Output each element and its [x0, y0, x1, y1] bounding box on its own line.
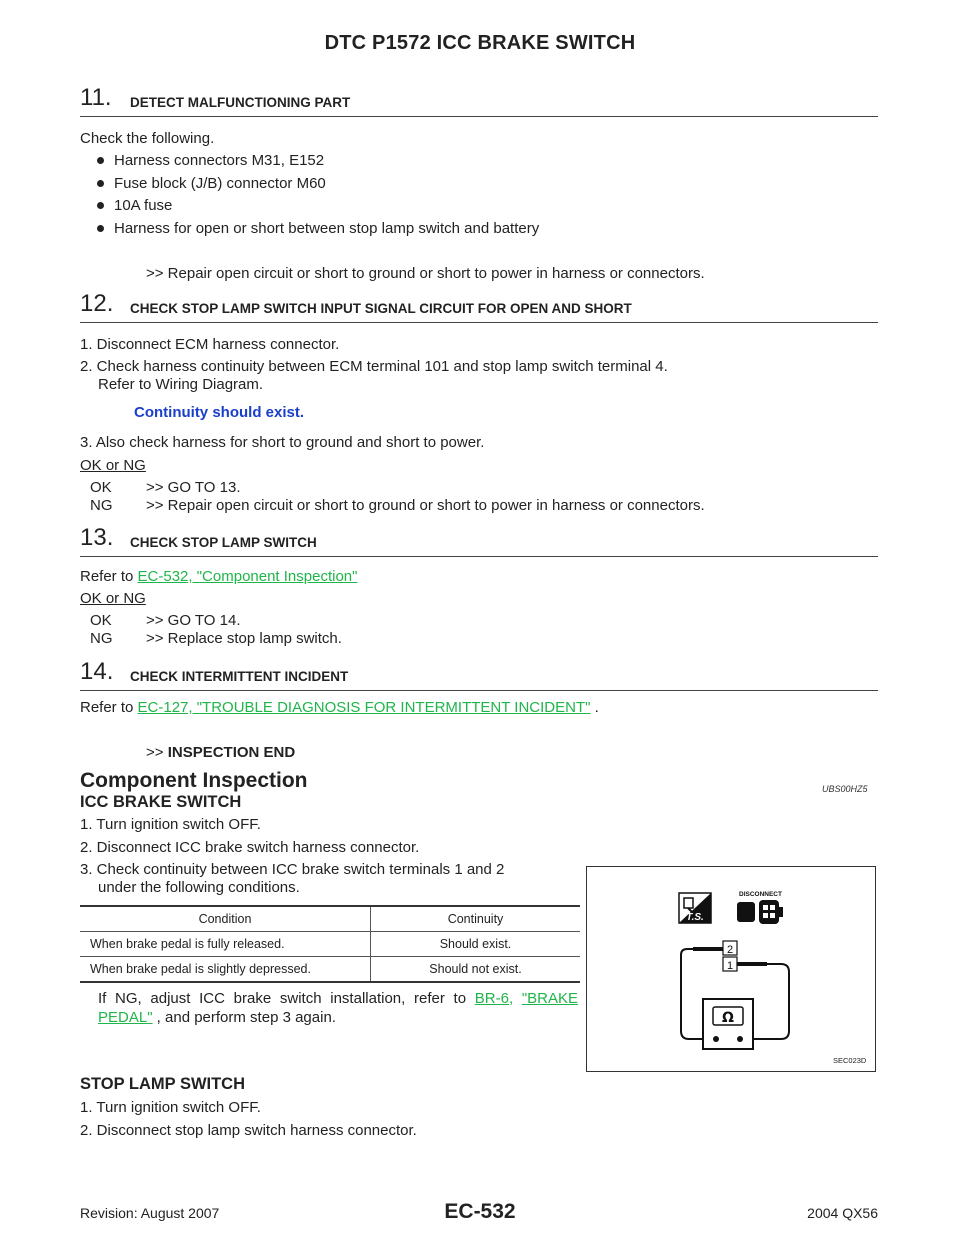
ng-key: NG	[90, 630, 113, 647]
step-title: CHECK STOP LAMP SWITCH INPUT SIGNAL CIRCUIT FOR OPEN AND SHORT	[130, 301, 632, 316]
table-header: Continuity	[371, 906, 581, 932]
step-12-item-2b: Refer to Wiring Diagram.	[98, 376, 264, 393]
icc-ng-note	[98, 989, 578, 1027]
disconnect-label: DISCONNECT	[739, 891, 782, 898]
continuity-table	[80, 905, 580, 983]
stop-item-1: 1. Turn ignition switch OFF.	[80, 1099, 261, 1116]
subsection-title-stop-lamp: STOP LAMP SWITCH	[80, 1075, 246, 1093]
refer-prefix: Refer to	[80, 699, 138, 716]
icc-item-2: 2. Disconnect ICC brake switch harness connector.	[80, 839, 420, 856]
ts-label: T.S.	[686, 912, 704, 923]
ok-key: OK	[90, 612, 112, 629]
table-row	[80, 957, 580, 983]
icc-item-3: 3. Check continuity between ICC brake switch terminals 1 and 2	[80, 861, 505, 878]
table-header-row	[80, 906, 580, 932]
step-11-intro: Check the following.	[80, 130, 215, 147]
bullet-item: Fuse block (J/B) connector M60	[114, 175, 326, 192]
page-title: DTC P1572 ICC BRAKE SWITCH	[324, 32, 636, 54]
stop-item-2: 2. Disconnect stop lamp switch harness connector.	[80, 1122, 417, 1139]
ohm-symbol: Ω	[722, 1010, 734, 1026]
bullet-item: Harness for open or short between stop lamp switch and battery	[114, 220, 540, 237]
result-arrow: >>	[146, 744, 164, 761]
ok-result: >> GO TO 14.	[146, 612, 241, 629]
table-header: Condition	[80, 906, 371, 932]
ng-result: >> Repair open circuit or short to ground or short to power in harness or connectors.	[146, 497, 705, 514]
icc-item-3b: under the following conditions.	[98, 879, 300, 896]
terminal-1-label: 1	[726, 960, 734, 972]
section-title: Component Inspection	[80, 769, 308, 792]
step-number: 13.	[80, 524, 114, 551]
spec-text: Continuity should exist.	[134, 404, 305, 421]
icc-switch-figure	[586, 866, 876, 1072]
icc-item-1: 1. Turn ignition switch OFF.	[80, 816, 261, 833]
step-12-item-2: 2. Check harness continuity between ECM terminal 101 and stop lamp switch terminal 4.	[80, 358, 668, 375]
note-text: If NG, adjust ICC brake switch installation, refer to	[98, 990, 475, 1007]
table-cell: When brake pedal is slightly depressed.	[80, 957, 371, 983]
bullet-item: Harness connectors M31, E152	[114, 152, 325, 169]
disconnect-connector-icon	[737, 900, 783, 924]
step-12-header	[80, 288, 878, 323]
table-row	[80, 932, 580, 957]
footer-model: 2004 QX56	[807, 1205, 878, 1221]
intermittent-incident-link[interactable]: EC-127, "TROUBLE DIAGNOSIS FOR INTERMITTENT INCIDENT"	[137, 699, 591, 716]
step-14-header	[80, 656, 878, 691]
ng-result: >> Replace stop lamp switch.	[146, 630, 342, 647]
result-text: INSPECTION END	[167, 744, 296, 761]
table-cell: When brake pedal is fully released.	[80, 932, 371, 957]
step-number: 11.	[80, 84, 112, 111]
subsection-title-icc: ICC BRAKE SWITCH	[80, 793, 242, 811]
step-12-item-3: 3. Also check harness for short to ground and short to power.	[80, 434, 485, 451]
step-14-result	[146, 744, 295, 762]
ng-key: NG	[90, 497, 113, 514]
refer-suffix: .	[590, 699, 599, 716]
table-cell: Should exist.	[371, 932, 581, 957]
br-6-link[interactable]: BR-6,	[474, 990, 514, 1007]
step-11-header	[80, 82, 878, 117]
step-13-header	[80, 522, 878, 557]
refer-prefix: Refer to	[80, 568, 138, 585]
section-code: UBS00HZ5	[822, 784, 868, 794]
step-13-refer	[80, 568, 357, 586]
footer-revision: Revision: August 2007	[80, 1205, 220, 1221]
step-12-item-1: 1. Disconnect ECM harness connector.	[80, 336, 340, 353]
step-number: 12.	[80, 290, 114, 317]
note-text: , and perform step 3 again.	[152, 1009, 336, 1026]
step-11-result: >> Repair open circuit or short to ground or short to power in harness or connectors.	[146, 265, 705, 282]
ok-or-ng-label: OK or NG	[80, 457, 146, 474]
step-title: CHECK INTERMITTENT INCIDENT	[130, 669, 349, 684]
terminal-2-label: 2	[726, 944, 734, 956]
bullet-item: 10A fuse	[114, 197, 173, 214]
page-number: EC-532	[444, 1200, 516, 1223]
step-title: DETECT MALFUNCTIONING PART	[130, 95, 351, 110]
brake-pedal-link[interactable]: "BRAKE PEDAL"	[98, 990, 578, 1026]
circuit-diagram	[587, 867, 875, 1071]
component-inspection-link[interactable]: EC-532, "Component Inspection"	[137, 568, 358, 585]
step-number: 14.	[80, 658, 114, 685]
step-14-refer	[80, 699, 599, 717]
figure-code: SEC023D	[833, 1056, 867, 1065]
ok-result: >> GO TO 13.	[146, 479, 241, 496]
table-cell: Should not exist.	[371, 957, 581, 983]
step-title: CHECK STOP LAMP SWITCH	[130, 535, 317, 550]
ok-key: OK	[90, 479, 112, 496]
ok-or-ng-label: OK or NG	[80, 590, 146, 607]
